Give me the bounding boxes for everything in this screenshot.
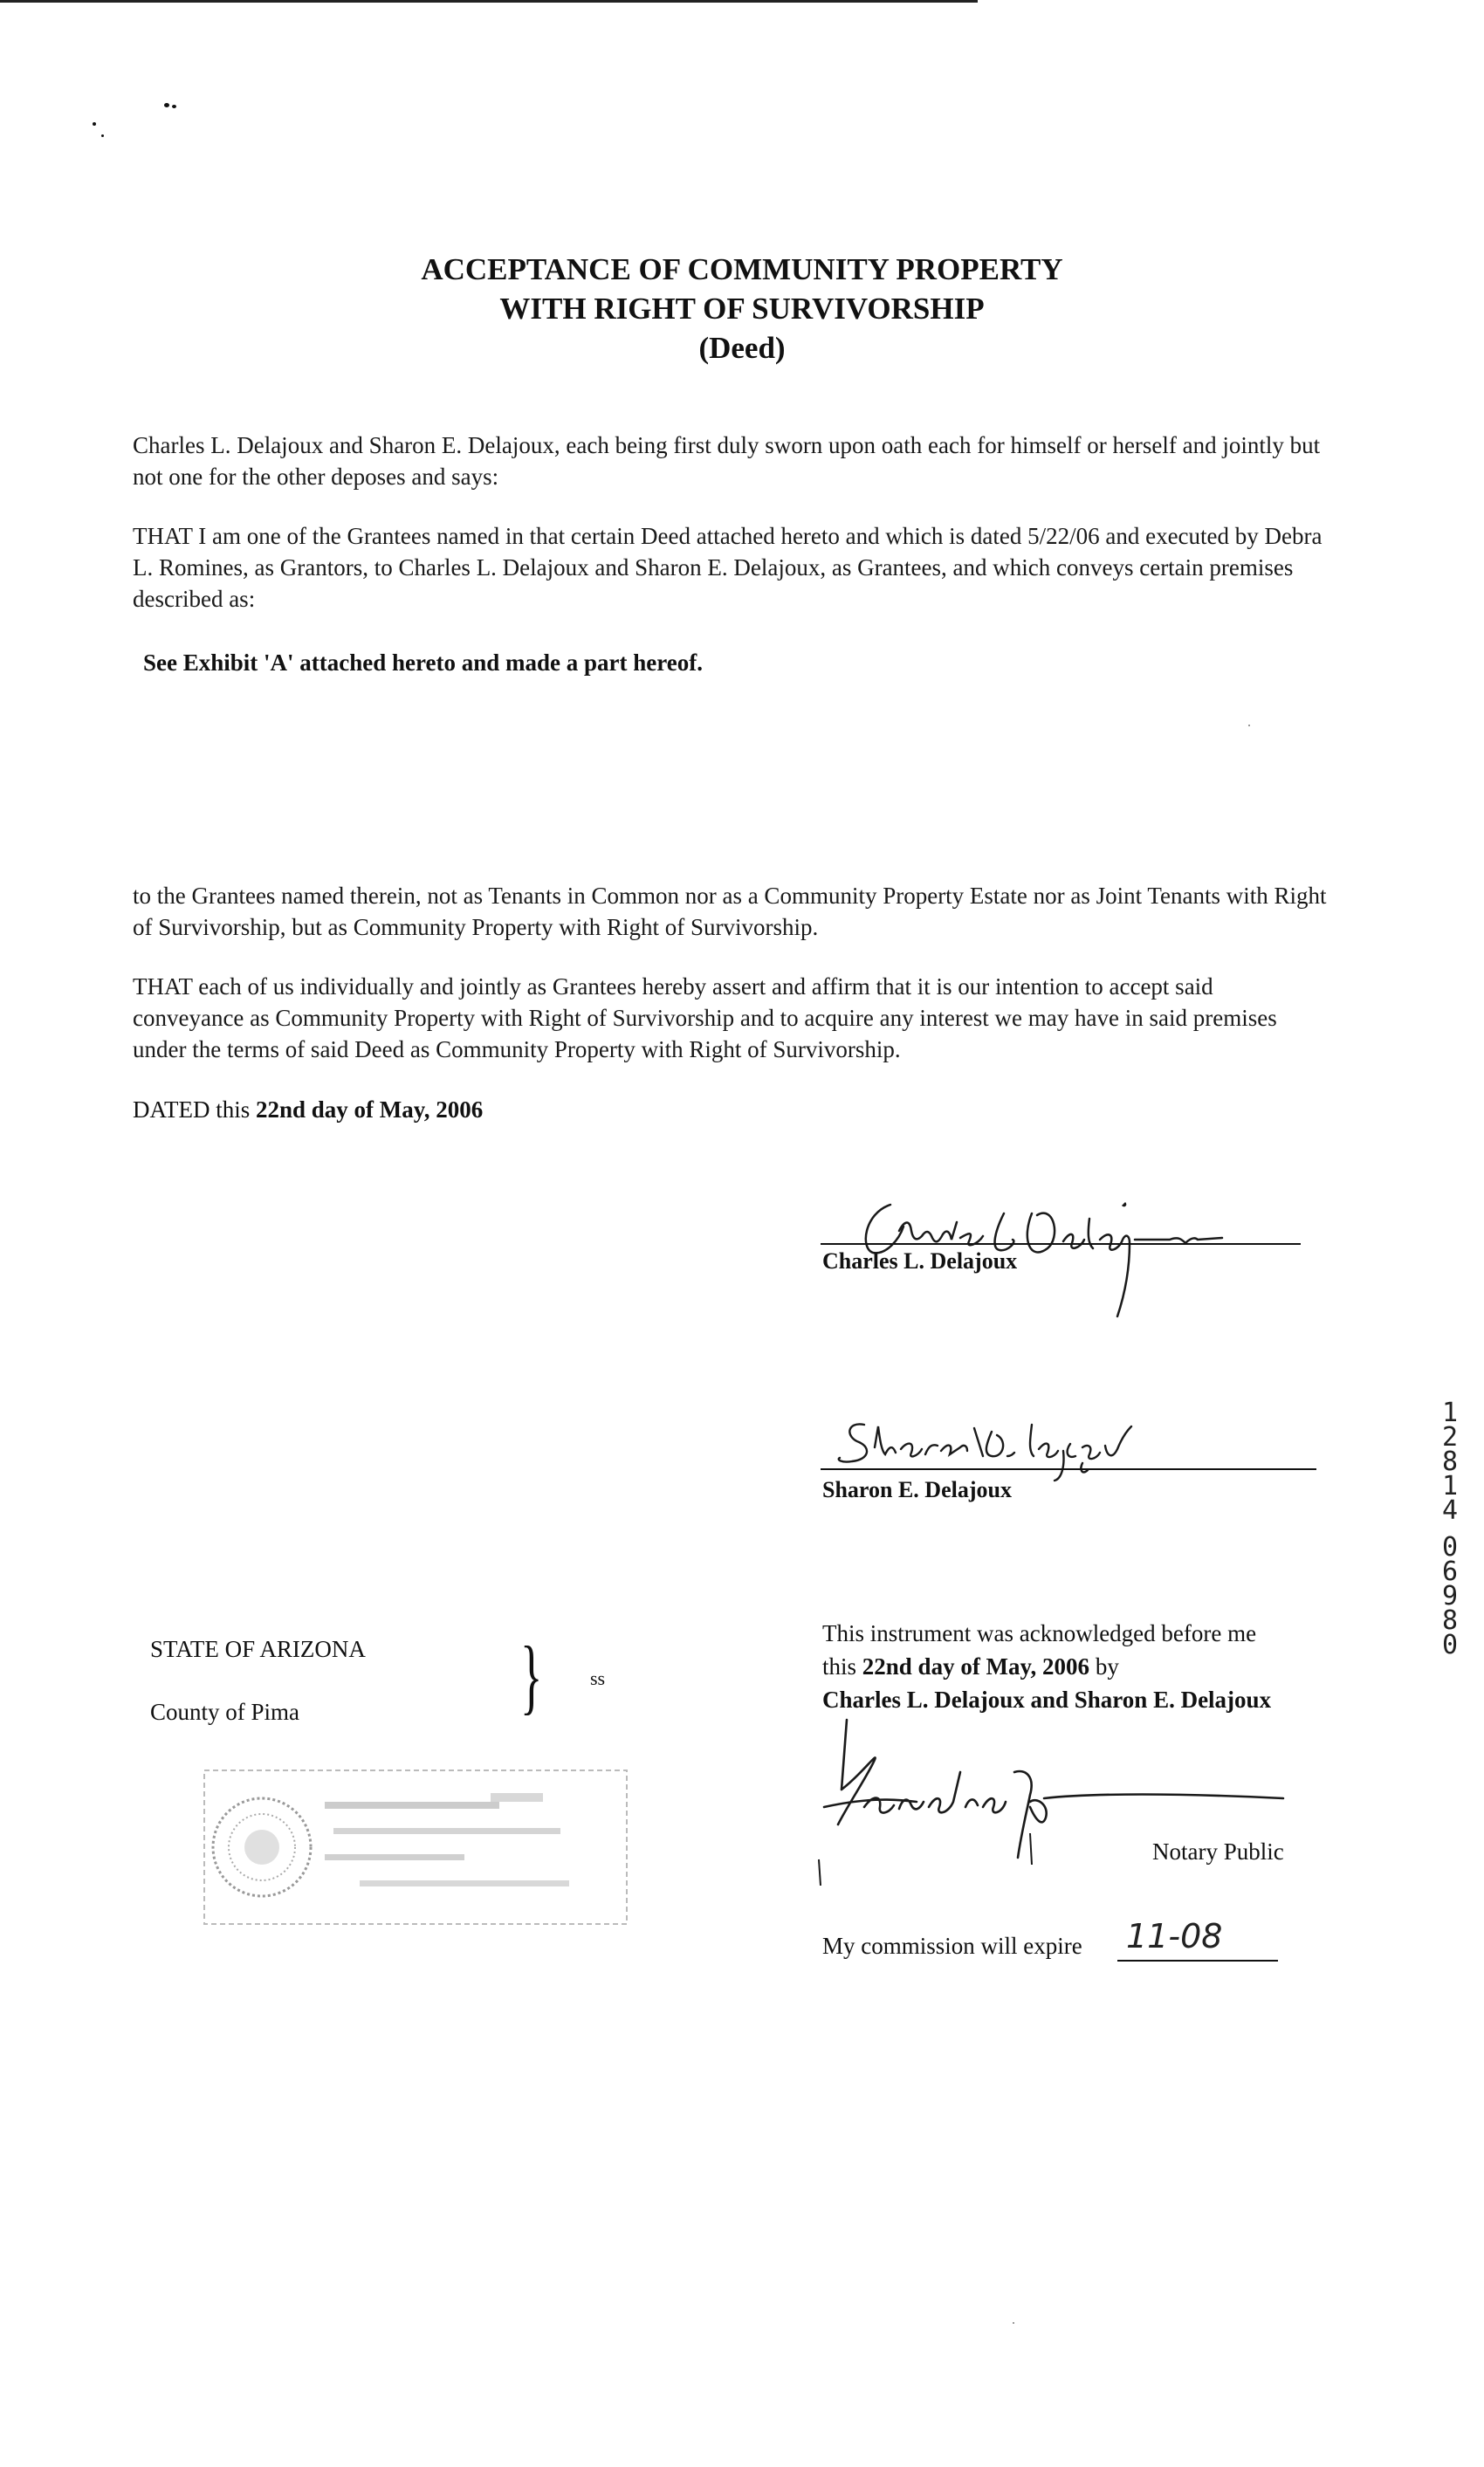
dated-prefix: DATED this [133,1096,256,1123]
scan-speck [1248,725,1250,726]
notary-public-label: Notary Public [1152,1838,1284,1865]
tenancy-paragraph: to the Grantees named therein, not as Tenants in Common nor as a Community Property Estate nor as Joint Tenants with Right of Survivorship, but as Community Property with Right of Survivorship. [133,883,1327,940]
document-title [0,250,1484,368]
recording-digit: 1 [1441,1398,1459,1428]
signature-line [821,1243,1301,1245]
recording-digit: 0 [1441,1630,1459,1660]
scan-speck [172,105,176,108]
recording-digit: 8 [1441,1605,1459,1636]
signature-line [821,1468,1316,1470]
venue-brace: } [520,1629,543,1722]
recording-number [1435,1398,1465,1660]
recording-digit: 0 [1441,1532,1459,1563]
ack-line-3: Charles L. Delajoux and Sharon E. Delajoux [822,1687,1272,1713]
venue-state: STATE OF ARIZONA [150,1636,366,1662]
scan-speck [101,134,104,137]
dated-line [133,1096,483,1124]
title-line-2: WITH RIGHT OF SURVIVORSHIP [499,292,985,326]
signer-name-charles: Charles L. Delajoux [822,1248,1018,1274]
ack-line-2-prefix: this [822,1653,862,1680]
commission-expiry-label: My commission will expire [822,1933,1082,1959]
title-line-1: ACCEPTANCE OF COMMUNITY PROPERTY [421,252,1063,286]
scan-speck [164,103,169,107]
deponent-paragraph: Charles L. Delajoux and Sharon E. Delajoux, each being first duly sworn upon oath each for himself or herself and jointly but not one for the other deposes and says: [133,432,1321,490]
title-line-3: (Deed) [698,331,786,365]
handwritten-signature-sharon [821,1405,1309,1484]
acknowledgment-block [822,1617,1271,1716]
ack-line-1: This instrument was acknowledged before me [822,1620,1257,1646]
recording-digit: 8 [1441,1447,1459,1477]
scan-speck [93,122,96,126]
dated-value: 22nd day of May, 2006 [256,1096,484,1123]
exhibit-reference: See Exhibit 'A' attached hereto and made a part hereof. [143,649,703,676]
signer-name-sharon: Sharon E. Delajoux [822,1477,1012,1502]
ack-line-2-suffix: by [1089,1653,1119,1680]
scan-edge-line [0,0,978,3]
grantee-paragraph: THAT I am one of the Grantees named in that certain Deed attached hereto and which is dated 5/22/06 and executed by Debra L. Romines, as Grantors, to Charles L. Delajoux and Sharon E. Delajoux, as Grantees, and which conveys certain premises described as: [133,523,1323,612]
venue-county: County of Pima [150,1699,300,1725]
notary-seal-stamp [203,1767,630,1928]
recording-digit: 2 [1441,1422,1459,1453]
commission-date-line [1117,1960,1278,1962]
commission-expiry-date: 11-08 [1126,1917,1223,1955]
recording-digit: 1 [1441,1471,1459,1502]
scan-speck [1013,2322,1014,2324]
affirmation-paragraph: THAT each of us individually and jointly as Grantees hereby assert and affirm that it is our intention to accept said conveyance as Community Property with Right of Survivorship and to acquire any interest we may have in said premises under the terms of said Deed as Community Property with Right of Survivorship. [133,973,1277,1062]
ack-date: 22nd day of May, 2006 [862,1653,1090,1680]
recording-digit: 9 [1441,1581,1459,1611]
ack-line-2 [822,1650,1271,1683]
venue-ss: ss [590,1667,606,1689]
recording-digit: 6 [1441,1556,1459,1587]
recording-digit: 4 [1441,1495,1459,1526]
